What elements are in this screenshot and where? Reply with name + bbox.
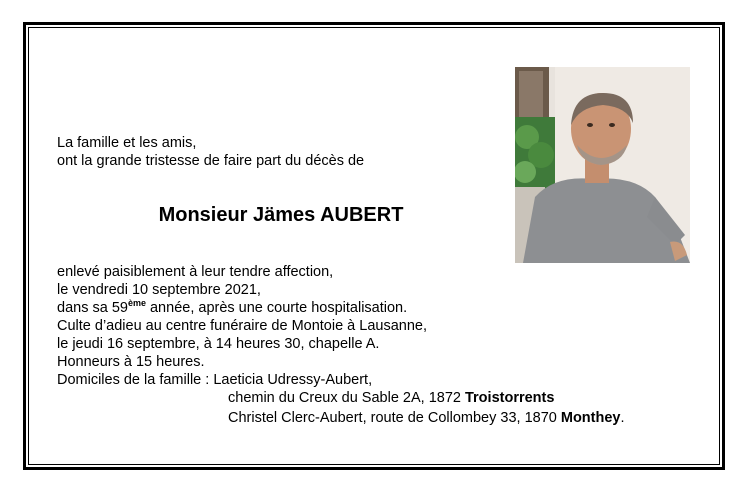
detail-line-2: le vendredi 10 septembre 2021, (57, 282, 261, 298)
age-prefix: dans sa 59 (57, 300, 128, 316)
family-label: Domiciles de la famille : (57, 372, 214, 388)
family-member-2-town: Monthey (560, 410, 621, 426)
family-member-2-end: . (620, 410, 625, 426)
intro-line-1: La famille et les amis, (57, 135, 197, 151)
detail-line-3 (57, 299, 407, 317)
family-line-2 (228, 389, 554, 407)
portrait-photo (515, 67, 690, 263)
family-member-1-name: Laeticia Udressy-Aubert, (213, 372, 373, 388)
age-suffix: année, après une courte hospitalisation. (145, 300, 408, 316)
family-member-1-address: chemin du Creux du Sable 2A, 1872 (228, 390, 465, 406)
detail-line-4: Culte d’adieu au centre funéraire de Montoie à Lausanne, (57, 318, 428, 334)
family-line-1 (57, 371, 372, 389)
family-line-3 (228, 409, 625, 427)
detail-line-1: enlevé paisiblement à leur tendre affection, (57, 264, 334, 280)
deceased-name: Monsieur Jämes AUBERT (158, 204, 404, 226)
detail-line-6: Honneurs à 15 heures. (57, 354, 205, 370)
family-member-1-town: Troistorrents (464, 390, 555, 406)
family-member-2-address: Christel Clerc-Aubert, route de Collombey 33, 1870 (228, 410, 561, 426)
detail-line-5: le jeudi 16 septembre, à 14 heures 30, chapelle A. (57, 336, 380, 352)
intro-line-2: ont la grande tristesse de faire part du décès de (57, 153, 365, 169)
age-ordinal: ème (127, 298, 146, 308)
